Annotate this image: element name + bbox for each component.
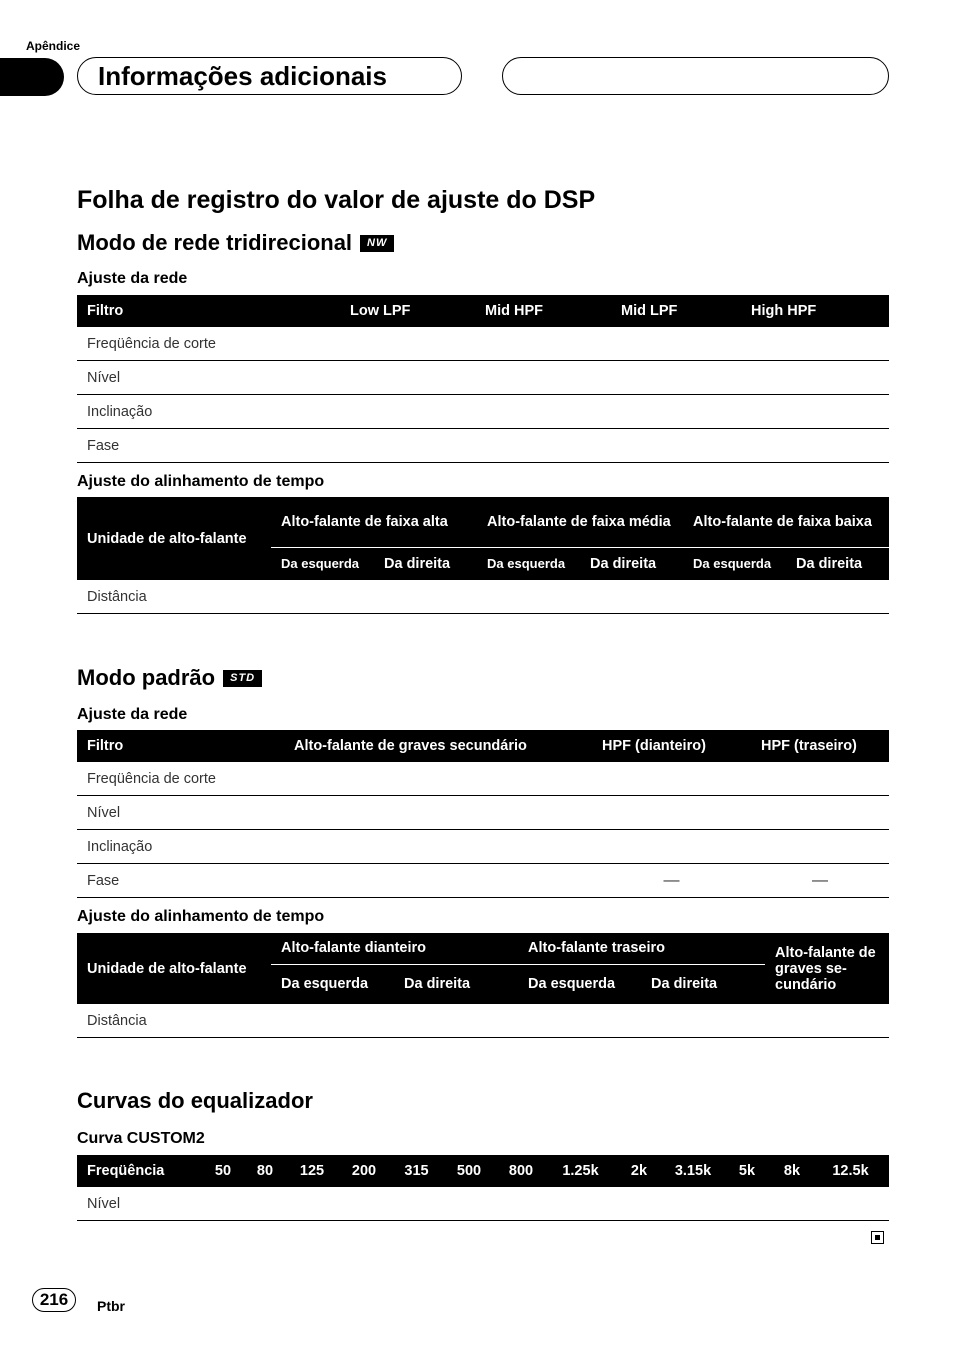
col-freq-value: 50 [202, 1155, 244, 1187]
col-hpf-rear: HPF (traseiro) [751, 730, 889, 762]
col-subwoofer: Alto-falante de graves secundário [284, 730, 592, 762]
input-cell[interactable] [812, 1187, 889, 1221]
table-row [77, 830, 889, 864]
std-network-table [77, 730, 889, 898]
col-high-hpf: High HPF [741, 295, 889, 327]
standard-mode-heading [77, 665, 262, 691]
input-cell[interactable] [202, 1187, 244, 1221]
input-cell[interactable] [340, 429, 475, 463]
col-freq-value: 125 [286, 1155, 338, 1187]
col-freq-value: 12.5k [812, 1155, 889, 1187]
col-front-speaker: Alto-falante dianteiro [271, 933, 518, 964]
input-cell[interactable] [374, 580, 477, 614]
table-row [77, 1187, 889, 1221]
row-label: Fase [77, 864, 284, 898]
col-freq-value: 200 [338, 1155, 390, 1187]
input-cell[interactable] [614, 1187, 664, 1221]
input-cell[interactable] [284, 830, 592, 864]
dash-cell: — [751, 864, 889, 898]
language-code: Ptbr [97, 1298, 125, 1314]
input-cell[interactable] [592, 762, 751, 796]
col-freq-value: 80 [244, 1155, 286, 1187]
row-label: Distância [77, 580, 271, 614]
input-cell[interactable] [340, 395, 475, 429]
row-label: Fase [77, 429, 340, 463]
input-cell[interactable] [580, 580, 683, 614]
col-unit: Unidade de alto-falante [77, 933, 271, 1004]
table-header-row [77, 730, 889, 762]
col-low-lpf: Low LPF [340, 295, 475, 327]
col-left: Da esquerda [518, 964, 641, 1004]
col-left: Da esquerda [683, 547, 786, 580]
input-cell[interactable] [611, 429, 741, 463]
input-cell[interactable] [284, 762, 592, 796]
row-label: Inclinação [77, 395, 340, 429]
input-cell[interactable] [443, 1187, 495, 1221]
input-cell[interactable] [390, 1187, 443, 1221]
col-freq-value: 5k [722, 1155, 772, 1187]
col-filter: Filtro [77, 295, 340, 327]
input-cell[interactable] [683, 580, 786, 614]
col-freq-value: 8k [772, 1155, 812, 1187]
col-right: Da direita [580, 547, 683, 580]
input-cell[interactable] [592, 830, 751, 864]
input-cell[interactable] [518, 1004, 641, 1038]
input-cell[interactable] [394, 1004, 518, 1038]
input-cell[interactable] [475, 327, 611, 361]
col-high-speaker: Alto-falante de faixa alta [271, 497, 477, 547]
input-cell[interactable] [741, 361, 889, 395]
col-filter: Filtro [77, 730, 284, 762]
input-cell[interactable] [475, 429, 611, 463]
standard-mode-heading-text: Modo padrão [77, 665, 216, 690]
table-row [77, 762, 889, 796]
row-label: Nível [77, 361, 340, 395]
table-row [77, 864, 889, 898]
col-freq-value: 800 [495, 1155, 547, 1187]
input-cell[interactable] [765, 1004, 889, 1038]
table-row [77, 327, 889, 361]
network-mode-heading [77, 230, 394, 256]
table-header-row [77, 933, 889, 964]
input-cell[interactable] [475, 395, 611, 429]
table-row [77, 796, 889, 830]
nw-badge-icon: NW [360, 235, 394, 252]
col-freq-value: 2k [614, 1155, 664, 1187]
input-cell[interactable] [244, 1187, 286, 1221]
col-right: Da direita [374, 547, 477, 580]
input-cell[interactable] [592, 796, 751, 830]
nw-time-heading: Ajuste do alinhamento de tempo [77, 473, 325, 490]
row-label: Freqüência de corte [77, 762, 284, 796]
input-cell[interactable] [547, 1187, 614, 1221]
input-cell[interactable] [611, 361, 741, 395]
nw-time-table [77, 497, 889, 614]
chapter-title: Informações adicionais [77, 57, 462, 95]
input-cell[interactable] [611, 395, 741, 429]
page-number: 216 [32, 1288, 76, 1312]
input-cell[interactable] [284, 864, 592, 898]
input-cell[interactable] [271, 580, 374, 614]
col-rear-speaker: Alto-falante traseiro [518, 933, 765, 964]
col-low-speaker: Alto-falante de faixa baixa [683, 497, 889, 547]
col-frequency: Freqüência [77, 1155, 202, 1187]
std-badge-icon: STD [223, 670, 262, 687]
section-tab-marker [0, 58, 64, 96]
equalizer-table [77, 1155, 889, 1221]
input-cell[interactable] [495, 1187, 547, 1221]
input-cell[interactable] [641, 1004, 765, 1038]
input-cell[interactable] [284, 796, 592, 830]
col-mid-lpf: Mid LPF [611, 295, 741, 327]
row-label: Freqüência de corte [77, 327, 340, 361]
col-right: Da direita [641, 964, 765, 1004]
table-header-row [77, 295, 889, 327]
col-hpf-front: HPF (dianteiro) [592, 730, 751, 762]
input-cell[interactable] [338, 1187, 390, 1221]
col-freq-value: 500 [443, 1155, 495, 1187]
table-header-row [77, 1155, 889, 1187]
nw-network-table [77, 295, 889, 463]
col-mid-hpf: Mid HPF [475, 295, 611, 327]
input-cell[interactable] [786, 580, 889, 614]
input-cell[interactable] [751, 830, 889, 864]
input-cell[interactable] [286, 1187, 338, 1221]
std-network-heading: Ajuste da rede [77, 706, 188, 723]
input-cell[interactable] [475, 361, 611, 395]
table-row [77, 1004, 889, 1038]
col-mid-speaker: Alto-falante de faixa média [477, 497, 683, 547]
col-freq-value: 3.15k [664, 1155, 722, 1187]
table-row [77, 429, 889, 463]
std-time-heading: Ajuste do alinhamento de tempo [77, 908, 325, 925]
col-right: Da direita [786, 547, 889, 580]
table-row [77, 580, 889, 614]
input-cell[interactable] [741, 327, 889, 361]
input-cell[interactable] [611, 327, 741, 361]
page-title: Folha de registro do valor de ajuste do DSP [77, 186, 596, 214]
col-right: Da direita [394, 964, 518, 1004]
col-subwoofer: Alto-falante de graves se-cundário [765, 933, 889, 1004]
std-time-table [77, 933, 889, 1038]
input-cell[interactable] [664, 1187, 722, 1221]
chapter-title-blank [502, 57, 889, 95]
input-cell[interactable] [751, 762, 889, 796]
input-cell[interactable] [741, 395, 889, 429]
input-cell[interactable] [477, 580, 580, 614]
input-cell[interactable] [772, 1187, 812, 1221]
col-left: Da esquerda [271, 547, 374, 580]
end-mark-icon [871, 1231, 884, 1244]
section-tag: Apêndice [26, 39, 81, 53]
input-cell[interactable] [340, 361, 475, 395]
curve-heading: Curva CUSTOM2 [77, 1130, 205, 1147]
input-cell[interactable] [271, 1004, 394, 1038]
input-cell[interactable] [722, 1187, 772, 1221]
input-cell[interactable] [741, 429, 889, 463]
table-row [77, 395, 889, 429]
dash-cell: — [592, 864, 751, 898]
col-freq-value: 1.25k [547, 1155, 614, 1187]
nw-network-heading: Ajuste da rede [77, 270, 188, 287]
input-cell[interactable] [340, 327, 475, 361]
row-label: Nível [77, 796, 284, 830]
col-left: Da esquerda [271, 964, 394, 1004]
table-header-row [77, 497, 889, 547]
equalizer-heading: Curvas do equalizador [77, 1088, 313, 1113]
col-unit: Unidade de alto-falante [77, 497, 271, 580]
col-freq-value: 315 [390, 1155, 443, 1187]
table-row [77, 361, 889, 395]
col-left: Da esquerda [477, 547, 580, 580]
row-label: Nível [77, 1187, 202, 1221]
network-mode-heading-text: Modo de rede tridirecional [77, 230, 353, 255]
row-label: Inclinação [77, 830, 284, 864]
row-label: Distância [77, 1004, 271, 1038]
input-cell[interactable] [751, 796, 889, 830]
